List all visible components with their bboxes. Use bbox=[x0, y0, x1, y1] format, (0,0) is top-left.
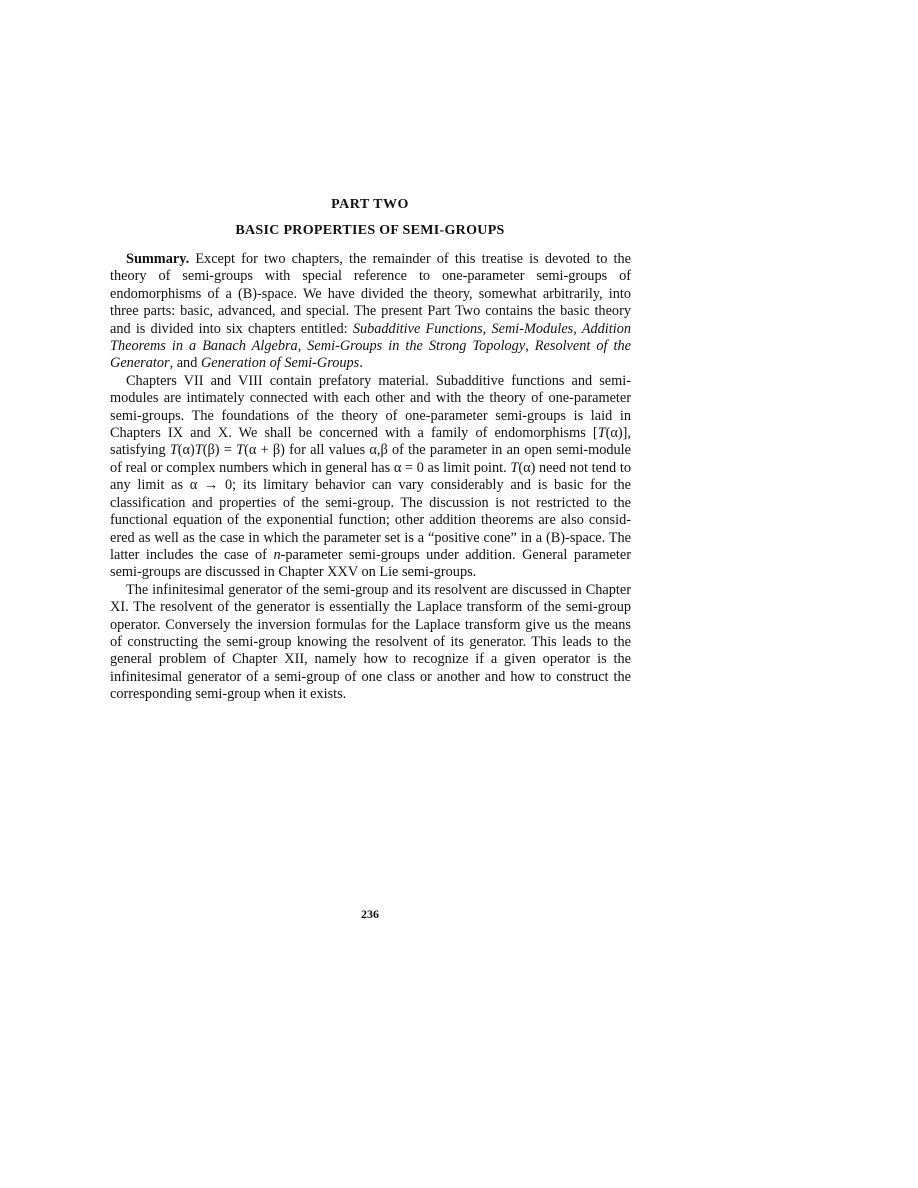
chapter-title-italic: Generation of Semi-Groups bbox=[200, 355, 360, 372]
text-run: , and bbox=[169, 355, 201, 372]
math-symbol: T bbox=[597, 425, 606, 442]
text-run: (α + β) for all values α,β of the parameter in an open semi-module of real or complex numbers which in general has α = 0 as limit point. bbox=[110, 442, 631, 476]
text-run: (α)], satisfying bbox=[110, 425, 631, 459]
math-symbol: T bbox=[510, 459, 519, 476]
page-number: 236 bbox=[361, 907, 379, 921]
math-symbol: n bbox=[273, 546, 281, 563]
text-run: (β) = bbox=[202, 442, 237, 459]
math-symbol: T bbox=[194, 442, 203, 459]
text-run: Chapters VII and VIII contain prefatory material. Subadditive functions and semi-modules are intimately connected with each other and with the theory of one-parameter semi-groups. The foundations of the theory of one-parameter semi-groups is laid in Chapters IX and X. We shall be concerned with a family of endomorphisms [ bbox=[110, 372, 631, 442]
paragraph-summary bbox=[110, 251, 631, 373]
paragraph-generator bbox=[110, 582, 631, 704]
summary-text bbox=[110, 251, 631, 704]
math-symbol: T bbox=[169, 442, 178, 459]
text-run: The infinitesimal generator of the semi-group and its resolvent are discussed in Chapter XI. The resolvent of the generator is essentially the Laplace transform of the semi-group operator. Conversely the inversion formulas for the Laplace transform give us the means of constructing the semi-group knowing the resolvent of its generator. This leads to the general problem of Chapter XII, namely how to recognize if a given operator is the infinitesimal generator of a semi-group of one class or another and how to construct the corresponding semi-group when it exists. bbox=[110, 581, 631, 703]
part-label: PART TWO bbox=[331, 197, 409, 212]
text-run: , bbox=[525, 338, 535, 355]
part-title: BASIC PROPERTIES OF SEMI-GROUPS bbox=[235, 223, 505, 238]
paragraph-chapters bbox=[110, 373, 631, 582]
text-run: Except for two chapters, the remainder of this treatise is devoted to the theory of semi-groups with special reference to one-parameter semi-groups of endomorphisms of a (B)-space. We have divided the theory, somewhat arbitrarily, into three parts: basic, advanced, and special. The present Part Two contains the basic theory and is divided into six chapters entitled: bbox=[110, 251, 631, 337]
chapter-title-italic: Resolvent of the Generator bbox=[110, 338, 632, 372]
text-run: (α) need not tend to any limit as α → 0; its limitary behavior can vary considerably and is basic for the classification and properties of the semi-group. The discussion is not restricted to the functional equation of the exponential function; other addition theorems are also considered as well as the case in which the parameter set is a “positive cone” in a (B)-space. The latter includes the case of bbox=[110, 459, 631, 563]
summary-lead: Summary. bbox=[126, 251, 190, 267]
text-run: -parameter semi-groups under addition. General parameter semi-groups are discussed in Chapter XXV on Lie semi-groups. bbox=[110, 546, 631, 581]
text-run: . bbox=[359, 355, 363, 372]
text-run: (α) bbox=[177, 442, 195, 459]
chapter-titles-italic: Subadditive Functions, Semi-Modules, Addition Theorems in a Banach Algebra, Semi-Groups in the Strong Topology bbox=[110, 320, 631, 355]
math-symbol: T bbox=[236, 442, 245, 459]
